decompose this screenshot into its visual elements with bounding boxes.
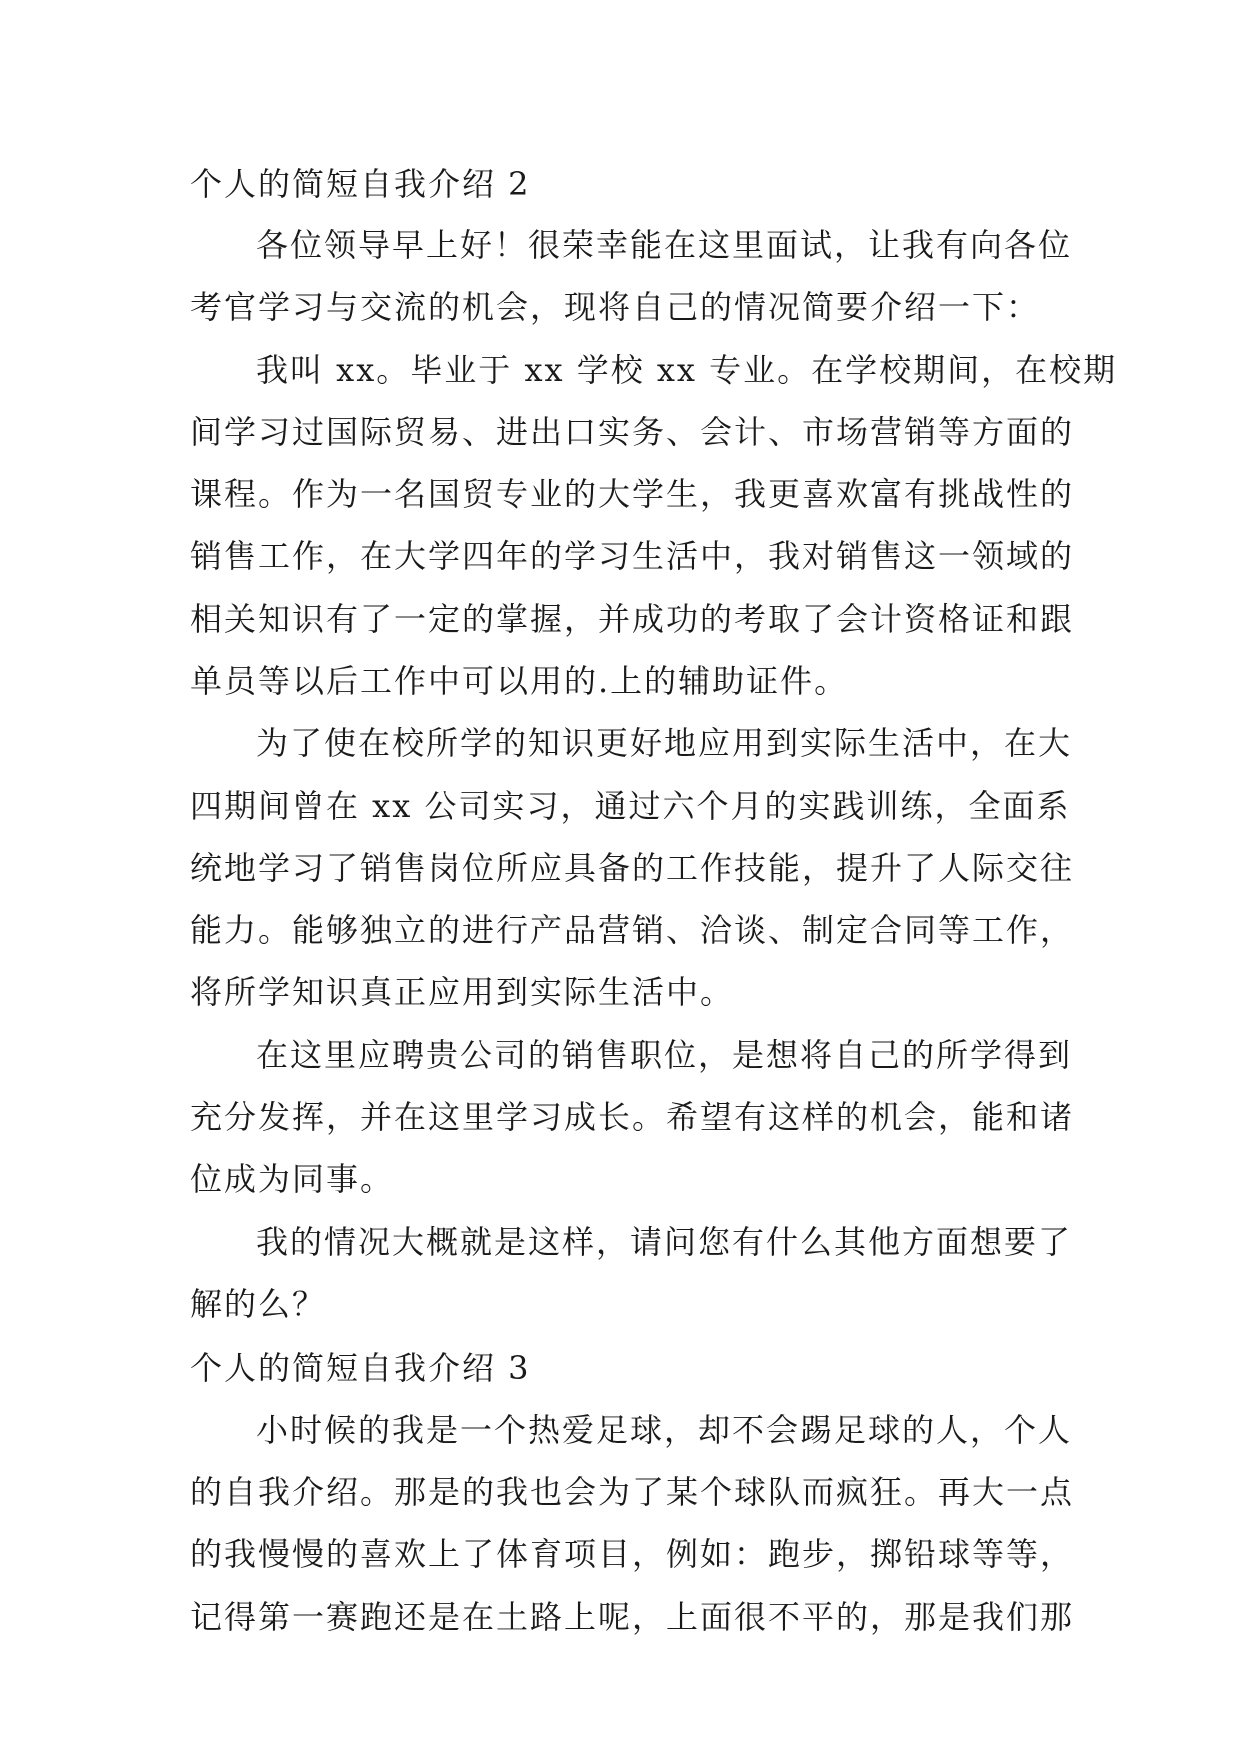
section-heading-2: 个人的简短自我介绍 2: [190, 165, 531, 203]
paragraph-line: 将所学知识真正应用到实际生活中。: [190, 973, 735, 1011]
section-heading-3: 个人的简短自我介绍 3: [190, 1349, 531, 1387]
paragraph-line: 我的情况大概就是这样，请问您有什么其他方面想要了: [256, 1223, 1073, 1261]
paragraph-line: 位成为同事。: [190, 1160, 395, 1198]
paragraph-line: 为了使在校所学的知识更好地应用到实际生活中，在大: [256, 724, 1073, 762]
paragraph-line: 统地学习了销售岗位所应具备的工作技能，提升了人际交往: [190, 849, 1075, 887]
paragraph-line: 在这里应聘贵公司的销售职位，是想将自己的所学得到: [256, 1036, 1073, 1074]
paragraph-line: 充分发挥，并在这里学习成长。希望有这样的机会，能和诸: [190, 1098, 1075, 1136]
paragraph-line: 各位领导早上好！很荣幸能在这里面试，让我有向各位: [256, 226, 1073, 264]
paragraph-line: 的自我介绍。那是的我也会为了某个球队而疯狂。再大一点: [190, 1473, 1075, 1511]
paragraph-line: 记得第一赛跑还是在土路上呢，上面很不平的，那是我们那: [190, 1598, 1075, 1636]
paragraph-line: 我叫 xx。毕业于 xx 学校 xx 专业。在学校期间，在校期: [256, 351, 1118, 389]
paragraph-line: 考官学习与交流的机会，现将自己的情况简要介绍一下：: [190, 288, 1041, 326]
paragraph-line: 解的么？: [190, 1285, 327, 1323]
paragraph-line: 能力。能够独立的进行产品营销、洽谈、制定合同等工作，: [190, 911, 1075, 949]
paragraph-line: 销售工作，在大学四年的学习生活中，我对销售这一领域的: [190, 537, 1075, 575]
paragraph-line: 课程。作为一名国贸专业的大学生，我更喜欢富有挑战性的: [190, 475, 1075, 513]
paragraph-line: 小时候的我是一个热爱足球，却不会踢足球的人，个人: [256, 1411, 1073, 1449]
paragraph-line: 四期间曾在 xx 公司实习，通过六个月的实践训练，全面系: [190, 787, 1071, 825]
paragraph-line: 间学习过国际贸易、进出口实务、会计、市场营销等方面的: [190, 413, 1075, 451]
paragraph-line: 单员等以后工作中可以用的.上的辅助证件。: [190, 662, 849, 700]
paragraph-line: 相关知识有了一定的掌握，并成功的考取了会计资格证和跟: [190, 600, 1075, 638]
paragraph-line: 的我慢慢的喜欢上了体育项目，例如：跑步，掷铅球等等，: [190, 1535, 1075, 1573]
